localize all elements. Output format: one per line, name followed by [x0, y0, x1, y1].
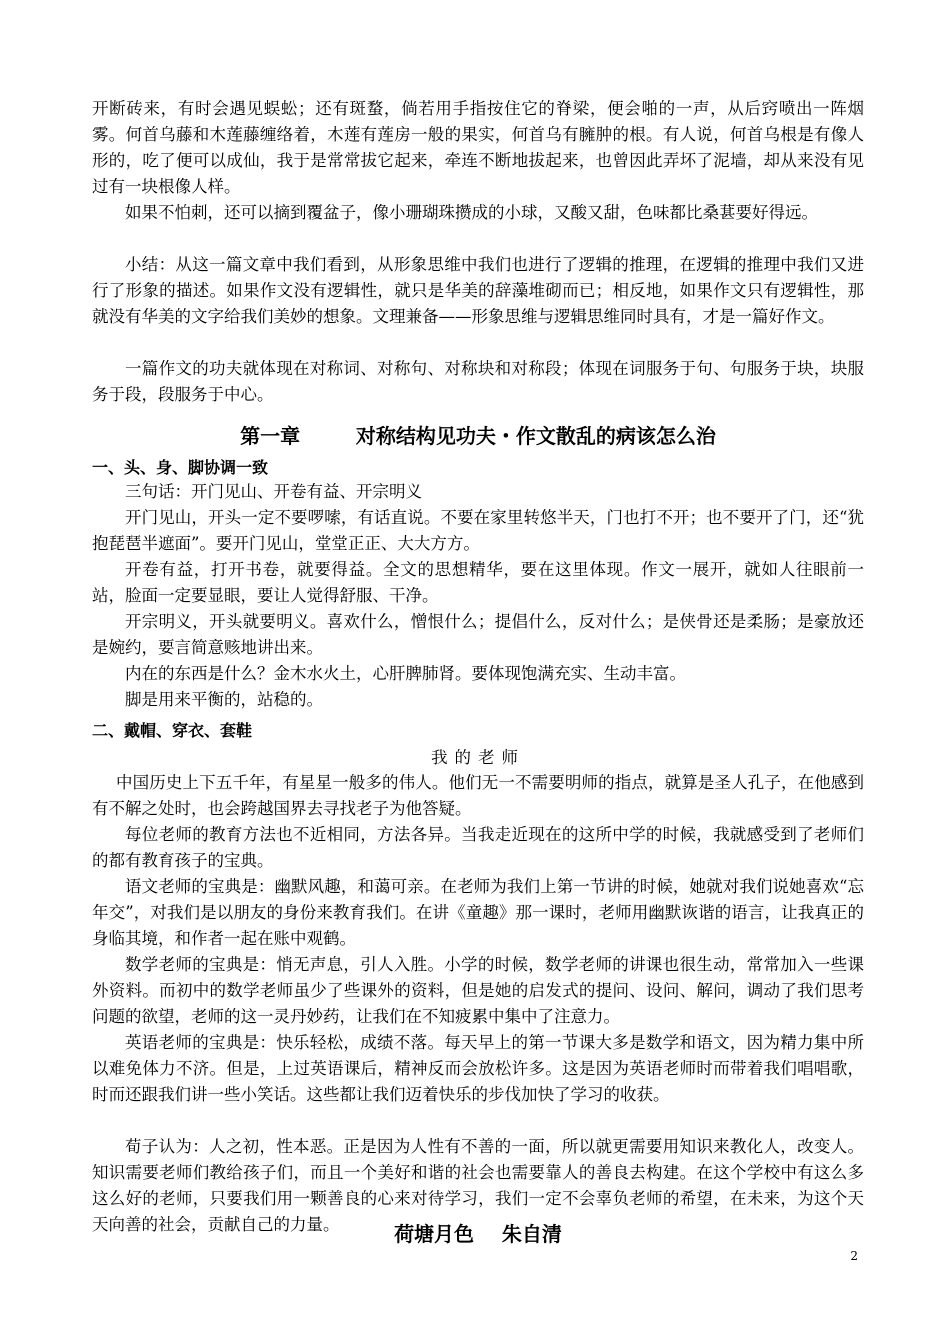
paragraph-summary: 小结：从这一篇文章中我们看到，从形象思维中我们也进行了逻辑的推理，在逻辑的推理中我们又进行了形象的描述。如果作文没有逻辑性，就只是华美的辞藻堆砌而已；相反地，如果作文只有逻辑性，那就没有华美的文字给我们美妙的想象。文理兼备——形象思维与逻辑思维同时具有，才是一篇好作文。 [92, 255, 864, 326]
next-article-title: 荷塘月色 朱自清 [394, 1222, 562, 1246]
page-number: 2 [850, 1249, 858, 1263]
essay-paragraph-english: 英语老师的宝典是：快乐轻松，成绩不落。每天早上的第一节课大多是数学和语文，因为精力集中所以难免体力不济。但是，上过英语课后，精神反而会放松许多。这是因为英语老师时而带着我们唱唱歌，时而还跟我们讲一些小笑话。这些都让我们迈着快乐的步伐加快了学习的收获。 [92, 1033, 864, 1104]
paragraph-kaijuan: 开卷有益，打开书卷，就要得益。全文的思想精华，要在这里体现。作文一展开，就如人往眼前一站，脸面一定要显眼，要让人觉得舒服、干净。 [92, 560, 864, 605]
paragraph-kaimen: 开门见山，开头一定不要啰嗦，有话直说。不要在家里转悠半天，门也打不开；也不要开了门，还“犹抱琵琶半遮面”。要开门见山，堂堂正正、大大方方。 [92, 508, 864, 553]
paragraph-fupenzi: 如果不怕刺，还可以摘到覆盆子，像小珊瑚珠攒成的小球，又酸又甜，色味都比桑葚要好得远。 [125, 203, 818, 222]
paragraph-continued: 开断砖来，有时会遇见蜈蚣；还有斑蝥，倘若用手指按住它的脊梁，便会啪的一声，从后窍喷出一阵烟雾。何首乌藤和木莲藤缠络着，木莲有莲房一般的果实，何首乌有臃肿的根。有人说，何首乌根是有像人形的，吃了便可以成仙，我于是常常拔它起来，牵连不断地拔起来，也曾因此弄坏了泥墙，却从来没有见过有一块根像人样。 [92, 99, 864, 196]
paragraph-kaizong: 开宗明义，开头就要明义。喜欢什么，憎恨什么；提倡什么，反对什么；是侠骨还是柔肠；是豪放还是婉约，要言简意赅地讲出来。 [92, 612, 864, 657]
paragraph-inner: 内在的东西是什么？金木水火土，心肝脾肺肾。要体现饱满充实、生动丰富。 [125, 664, 686, 683]
essay-paragraph-math: 数学老师的宝典是：悄无声息，引人入胜。小学的时候，数学老师的讲课也很生动，常常加入一些课外资料。而初中的数学老师虽少了些课外的资料，但是她的启发式的提问、设问、解问，调动了我们思考问题的欲望，老师的这一灵丹妙药，让我们在不知疲累中集中了注意力。 [92, 955, 864, 1026]
chapter-title: 第一章 对称结构见功夫・作文散乱的病该怎么治 [240, 424, 716, 448]
essay-paragraph-xunzi: 荀子认为：人之初，性本恶。正是因为人性有不善的一面，所以就更需要用知识来教化人，改变人。知识需要老师们教给孩子们，而且一个美好和谐的社会也需要靠人的善良去构建。在这个学校中有这么多这么好的老师，只要我们用一颗善良的心来对待学习，我们一定不会辜负老师的希望，在未来，为这个天天向善的社会，贡献自己的力量。 [92, 1137, 864, 1234]
essay-paragraph-2: 每位老师的教育方法也不近相同，方法各异。当我走近现在的这所中学的时候，我就感受到了老师们的都有教育孩子的宝典。 [92, 825, 864, 870]
essay-title: 我的老师 [431, 748, 525, 767]
paragraph-symmetry: 一篇作文的功夫就体现在对称词、对称句、对称块和对称段；体现在词服务于句、句服务于块，块服务于段，段服务于中心。 [92, 359, 864, 404]
essay-paragraph-1: 中国历史上下五千年，有星星一般多的伟人。他们无一不需要明师的指点，就算是圣人孔子，在他感到有不解之处时，也会跨越国界去寻找老子为他答疑。 [92, 773, 864, 818]
essay-paragraph-chinese: 语文老师的宝典是：幽默风趣，和蔼可亲。在老师为我们上第一节讲的时候，她就对我们说她喜欢“忘年交”，对我们是以朋友的身份来教育我们。在讲《童趣》那一课时，老师用幽默诙谐的语言，让我真正的身临其境，和作者一起在账中观鹤。 [92, 877, 864, 948]
section-heading-1: 一、头、身、脚协调一致 [92, 458, 269, 477]
paragraph-feet: 脚是用来平衡的，站稳的。 [125, 690, 323, 709]
section-heading-2: 二、戴帽、穿衣、套鞋 [92, 721, 253, 740]
paragraph-three-phrases: 三句话：开门见山、开卷有益、开宗明义 [125, 482, 422, 501]
